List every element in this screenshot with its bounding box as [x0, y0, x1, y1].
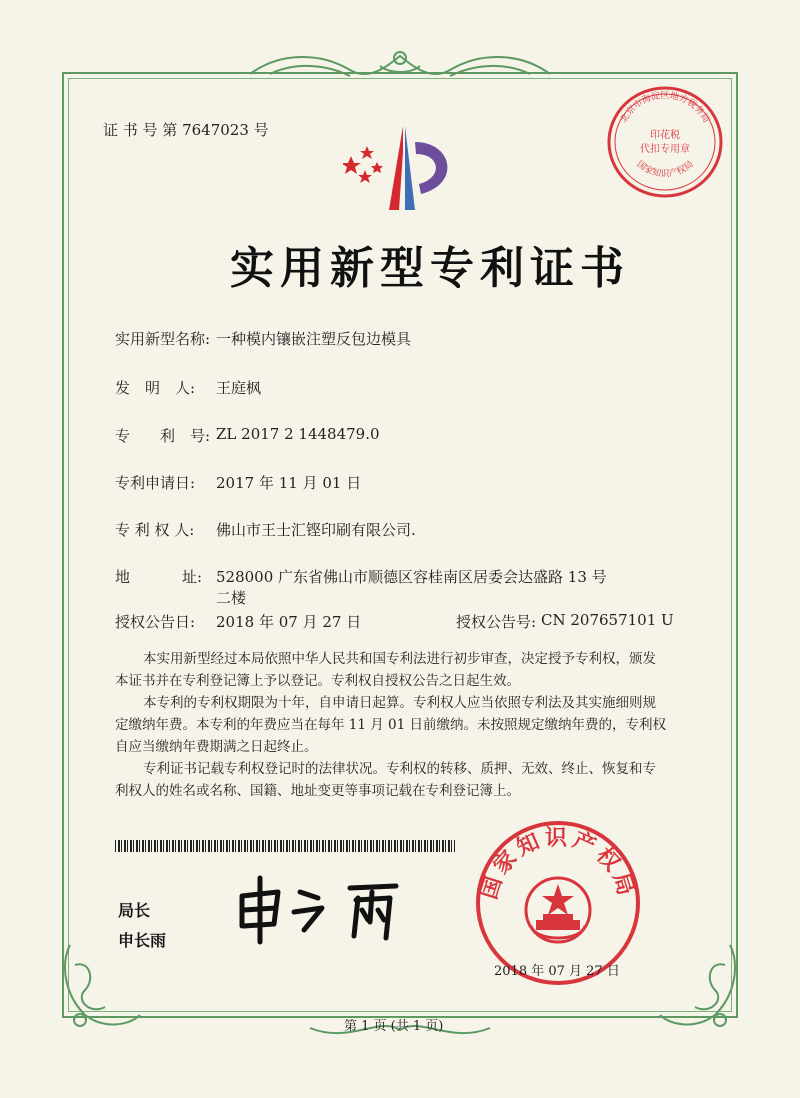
patentee-value: 佛山市王士汇铿印刷有限公司.: [216, 521, 416, 539]
tax-stamp-seal: [605, 84, 725, 200]
body-paragraph-1: [115, 648, 695, 692]
body-line: 专利证书记载专利权登记时的法律状况。专利权的转移、质押、无效、终止、恢复和专: [143, 761, 656, 777]
signer-name: 申长雨: [118, 931, 167, 950]
address-line-1: 528000 广东省佛山市顺德区容桂南区居委会达盛路 13 号: [216, 568, 607, 586]
body-line: 本实用新型经过本局依照中华人民共和国专利法进行初步审查，决定授予专利权，颁发: [143, 651, 656, 667]
patent-number-value: ZL 2017 2 1448479.0: [216, 425, 380, 443]
patent-number-label: 专 利 号:: [115, 427, 211, 445]
grant-number-label: 授权公告号:: [456, 613, 537, 631]
filing-date-value: 2017 年 11 月 01 日: [216, 474, 362, 492]
patent-office-logo: [343, 122, 463, 214]
barcode: [115, 840, 455, 852]
filing-date-label: 专利申请日:: [115, 474, 196, 492]
address-label-end: 址:: [182, 568, 203, 586]
grant-date-value: 2018 年 07 月 27 日: [216, 613, 362, 631]
seal-text: 国家知识产权局: [476, 825, 640, 903]
tax-stamp-bottom-text: 国家知识产权局: [634, 159, 696, 180]
body-paragraph-2: [115, 692, 695, 758]
grant-date-label: 授权公告日:: [115, 613, 196, 631]
tax-stamp-line-2: 代扣专用章: [640, 144, 690, 155]
tax-stamp-ring-text: 北京市海淀区地方税务局: [619, 91, 711, 125]
address-label-start: 地: [115, 568, 131, 586]
inventor-label: 发 明 人:: [115, 379, 196, 397]
body-line: 自应当缴纳年费期满之日起终止。: [115, 739, 318, 755]
national-emblem: [526, 878, 590, 942]
patentee-label: 专 利 权 人:: [115, 521, 195, 539]
tax-stamp-line-1: 印花税: [650, 130, 680, 141]
utility-model-name-value: 一种模内镶嵌注塑反包边模具: [216, 330, 412, 348]
certificate-title: 实用新型专利证书: [230, 243, 630, 294]
bottom-right-ornament: [650, 935, 750, 1035]
utility-model-name-label: 实用新型名称:: [115, 330, 211, 348]
top-ornament: [240, 44, 560, 88]
body-line: 本证书并在专利登记簿上予以登记。专利权自授权公告之日起生效。: [115, 673, 520, 689]
seal-date: 2018 年 07 月 27 日: [494, 964, 620, 979]
signer-title: 局长: [118, 901, 151, 920]
body-line: 定缴纳年费。本专利的年费应当在每年 11 月 01 日前缴纳。未按照规定缴纳年费的，专利权: [115, 717, 667, 733]
address-line-2: 二楼: [216, 589, 247, 607]
body-line: 本专利的专利权期限为十年，自申请日起算。专利权人应当依照专利法及其实施细则规: [143, 695, 656, 711]
inventor-value: 王庭枫: [216, 379, 262, 397]
grant-number-value: CN 207657101 U: [541, 611, 674, 629]
certificate-number: 证 书 号 第 7647023 号: [103, 121, 269, 139]
page-footer: 第 1 页 (共 1 页): [344, 1019, 444, 1034]
director-signature: [230, 868, 410, 948]
body-line: 利权人的姓名或名称、国籍、地址变更等事项记载在专利登记簿上。: [115, 783, 520, 799]
body-paragraph-3: [115, 758, 695, 802]
